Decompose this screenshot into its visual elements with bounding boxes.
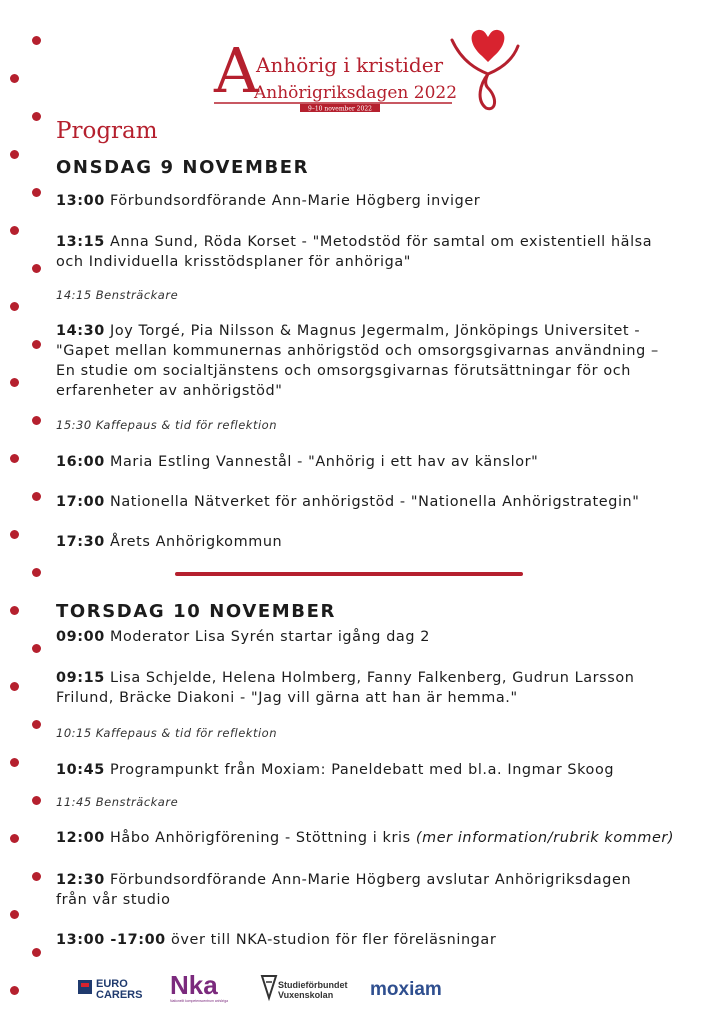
item-time: 12:30 bbox=[56, 872, 105, 888]
decorative-dot bbox=[32, 416, 41, 425]
eurocarers-logo bbox=[78, 970, 154, 1006]
schedule-item bbox=[56, 232, 706, 272]
moxiam-wordmark: moxiam bbox=[370, 979, 442, 1000]
item-text: Frilund, Bräcke Diakoni - "Jag vill gärna att han är hemma." bbox=[56, 690, 518, 706]
logo-dates: 9–10 november 2022 bbox=[308, 105, 372, 113]
item-text: Håbo Anhörigförening - Stöttning i kris bbox=[110, 830, 411, 846]
decorative-dot bbox=[32, 188, 41, 197]
decorative-dot bbox=[10, 302, 19, 311]
decorative-dot bbox=[32, 568, 41, 577]
break-item: 15:30 Kaffepaus & tid för reflektion bbox=[56, 418, 277, 432]
item-text: Förbundsordförande Ann-Marie Högberg inviger bbox=[110, 193, 481, 209]
schedule-item bbox=[56, 870, 706, 910]
item-time: 14:30 bbox=[56, 323, 105, 339]
schedule-item bbox=[56, 760, 706, 780]
logo-subtitle: Anhörigriksdagen 2022 bbox=[254, 83, 458, 103]
eurocarers-line1: EURO bbox=[96, 978, 128, 990]
item-text: Anna Sund, Röda Korset - "Metodstöd för samtal om existentiell hälsa bbox=[110, 234, 653, 250]
item-time: 17:30 bbox=[56, 534, 105, 550]
schedule-item bbox=[56, 191, 706, 211]
item-note: (mer information/rubrik kommer) bbox=[415, 830, 675, 846]
decorative-dot bbox=[10, 530, 19, 539]
decorative-dot bbox=[32, 872, 41, 881]
eurocarers-line2: CARERS bbox=[96, 989, 143, 1001]
item-text: Årets Anhörigkommun bbox=[110, 534, 283, 550]
item-text: Nationella Nätverket för anhörigstöd - "Nationella Anhörigstrategin" bbox=[110, 494, 640, 510]
item-text: över till NKA-studion för fler föreläsningar bbox=[170, 932, 497, 948]
nka-tagline: Nationellt kompetenscentrum anhöriga bbox=[170, 999, 229, 1003]
decorative-dot bbox=[10, 454, 19, 463]
decorative-dot bbox=[10, 758, 19, 767]
day2-title: TORSDAG 10 NOVEMBER bbox=[56, 601, 336, 622]
item-time: 13:00 bbox=[56, 193, 105, 209]
decorative-dot bbox=[32, 720, 41, 729]
item-text: En studie om socialtjänstens och omsorgsgivarnas förutsättningar för och bbox=[56, 363, 632, 379]
schedule-item bbox=[56, 452, 706, 472]
item-text: Lisa Schjelde, Helena Holmberg, Fanny Falkenberg, Gudrun Larsson bbox=[110, 670, 635, 686]
decorative-dot bbox=[10, 986, 19, 995]
item-time: 09:15 bbox=[56, 670, 105, 686]
decorative-dot bbox=[32, 112, 41, 121]
decorative-dot bbox=[10, 150, 19, 159]
item-time: 17:00 bbox=[56, 494, 105, 510]
schedule-item bbox=[56, 321, 706, 401]
logo-big-a-letter: A bbox=[214, 34, 259, 107]
program-heading: Program bbox=[56, 118, 158, 144]
schedule-item bbox=[56, 828, 706, 848]
decorative-dot bbox=[10, 834, 19, 843]
break-item: 10:15 Kaffepaus & tid för reflektion bbox=[56, 726, 277, 740]
decorative-dot bbox=[32, 492, 41, 501]
item-text: från vår studio bbox=[56, 892, 171, 908]
break-item: 11:45 Bensträckare bbox=[56, 795, 179, 809]
decorative-dot bbox=[10, 910, 19, 919]
studieforbundet-line2: Vuxenskolan bbox=[278, 990, 334, 1000]
decorative-dot bbox=[10, 682, 19, 691]
studieforbundet-line1: Studieförbundet bbox=[278, 980, 348, 990]
decorative-dot-border bbox=[0, 0, 50, 1016]
decorative-dot bbox=[32, 644, 41, 653]
schedule-item bbox=[56, 532, 706, 552]
item-text: Förbundsordförande Ann-Marie Högberg avslutar Anhörigriksdagen bbox=[110, 872, 632, 888]
item-text: Programpunkt från Moxiam: Paneldebatt med bl.a. Ingmar Skoog bbox=[110, 762, 615, 778]
heart-icon bbox=[472, 30, 505, 62]
item-text: och Individuella krisstödsplaner för anhöriga" bbox=[56, 254, 411, 270]
item-time: 13:00 -17:00 bbox=[56, 932, 166, 948]
item-time: 16:00 bbox=[56, 454, 105, 470]
logo-title: Anhörig i kristider bbox=[256, 53, 444, 77]
item-text: Moderator Lisa Syrén startar igång dag 2 bbox=[110, 629, 431, 645]
decorative-dot bbox=[32, 36, 41, 45]
item-time: 12:00 bbox=[56, 830, 105, 846]
item-time: 13:15 bbox=[56, 234, 105, 250]
decorative-dot bbox=[32, 948, 41, 957]
item-text: Maria Estling Vannestål - "Anhörig i ett hav av känslor" bbox=[110, 454, 539, 470]
decorative-dot bbox=[10, 74, 19, 83]
item-time: 09:00 bbox=[56, 629, 105, 645]
schedule-item bbox=[56, 930, 706, 950]
decorative-dot bbox=[32, 340, 41, 349]
item-text: "Gapet mellan kommunernas anhörigstöd och omsorgsgivarnas användning – bbox=[56, 343, 659, 359]
item-time: 10:45 bbox=[56, 762, 105, 778]
item-text: erfarenheter av anhörigstöd" bbox=[56, 383, 283, 399]
moxiam-logo bbox=[370, 970, 450, 1006]
break-item: 14:15 Bensträckare bbox=[56, 288, 179, 302]
decorative-dot bbox=[32, 264, 41, 273]
decorative-dot bbox=[32, 796, 41, 805]
item-text: Joy Torgé, Pia Nilsson & Magnus Jegermalm, Jönköpings Universitet - bbox=[110, 323, 641, 339]
decorative-dot bbox=[10, 378, 19, 387]
studieforbundet-vuxenskolan-logo bbox=[260, 970, 352, 1006]
day1-title: ONSDAG 9 NOVEMBER bbox=[56, 157, 310, 178]
schedule-item bbox=[56, 627, 706, 647]
schedule-item bbox=[56, 668, 706, 708]
decorative-dot bbox=[10, 226, 19, 235]
event-logo bbox=[200, 22, 530, 122]
decorative-dot bbox=[10, 606, 19, 615]
sponsor-logos bbox=[74, 970, 474, 1006]
schedule-item bbox=[56, 492, 706, 512]
nka-logo bbox=[170, 970, 242, 1006]
section-divider bbox=[175, 572, 523, 576]
nka-wordmark: Nka bbox=[170, 970, 218, 1000]
